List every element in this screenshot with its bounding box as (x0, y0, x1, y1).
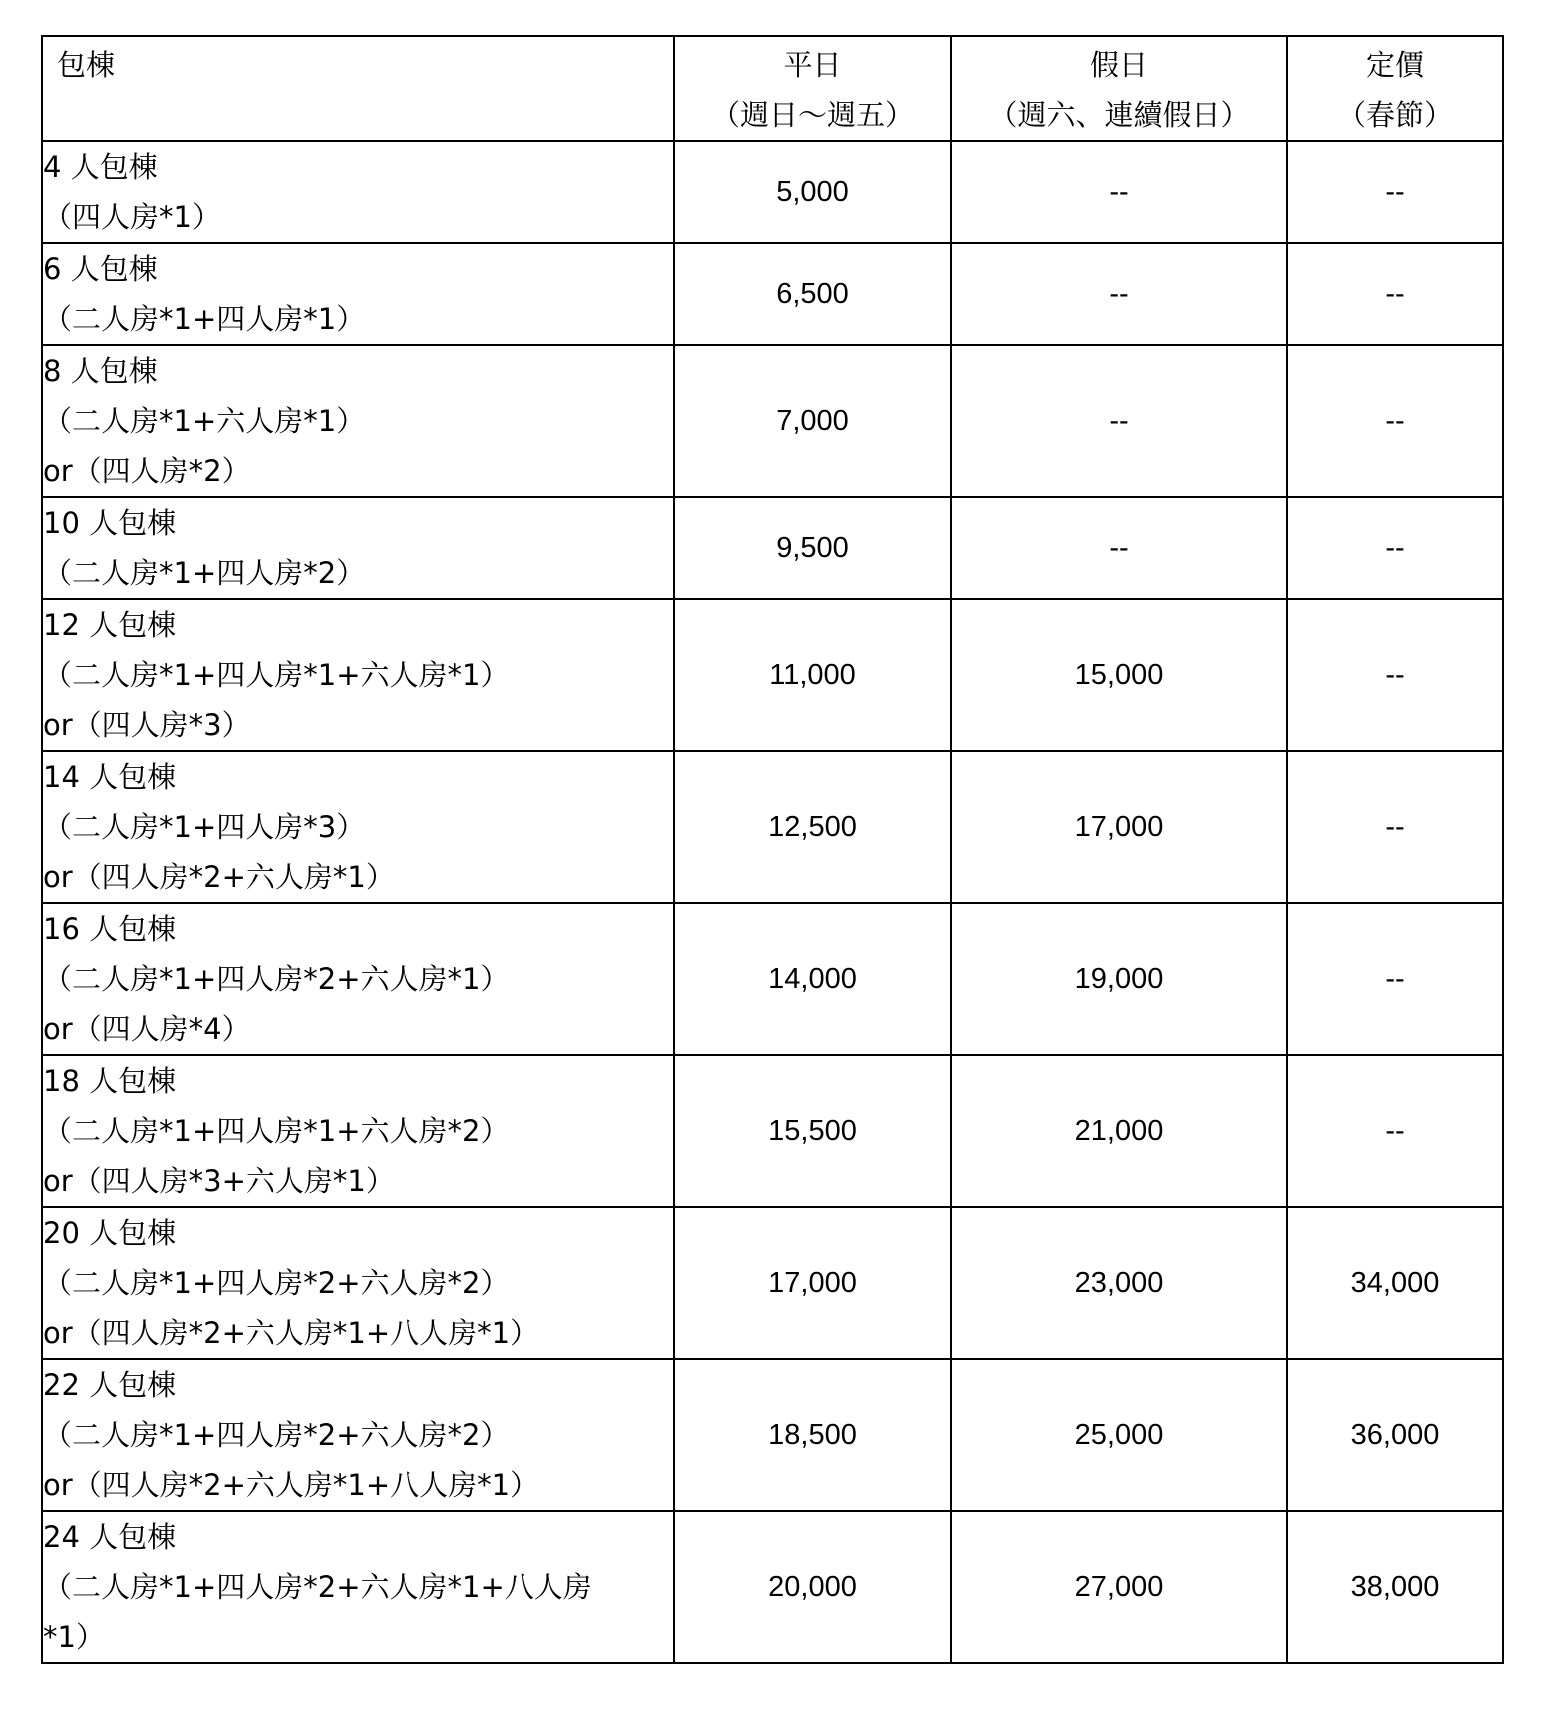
cny-price: -- (1287, 345, 1503, 497)
weekday-price: 14,000 (674, 903, 951, 1055)
rate-table (41, 35, 1504, 1664)
package-option: （二人房*1+四人房*2+六人房*1+八人房 (43, 1570, 592, 1604)
package-option: or（四人房*4） (43, 1012, 251, 1046)
package-option: or（四人房*2） (43, 454, 251, 488)
header-weekend (951, 36, 1287, 141)
package-name: 16 人包棟 (43, 912, 177, 946)
header-cny-sub: （春節） (1336, 98, 1453, 132)
table-row (42, 1055, 1503, 1207)
cny-price: -- (1287, 497, 1503, 599)
package-cell (42, 1207, 674, 1359)
package-name: 14 人包棟 (43, 760, 177, 794)
weekday-price: 20,000 (674, 1511, 951, 1663)
weekday-price: 5,000 (674, 141, 951, 243)
weekend-price: 25,000 (951, 1359, 1287, 1511)
header-weekend-label: 假日 (1089, 48, 1148, 82)
package-cell (42, 345, 674, 497)
weekend-price: -- (951, 497, 1287, 599)
header-row (42, 36, 1503, 141)
package-option: （二人房*1+四人房*3） (43, 810, 366, 844)
package-option: （二人房*1+四人房*2） (43, 556, 366, 590)
package-name: 8 人包棟 (43, 354, 158, 388)
package-name: 24 人包棟 (43, 1520, 177, 1554)
header-package-label: 包棟 (57, 48, 116, 82)
package-option: or（四人房*2+六人房*1+八人房*1） (43, 1316, 540, 1350)
cny-price: 34,000 (1287, 1207, 1503, 1359)
package-name: 4 人包棟 (43, 150, 158, 184)
weekend-price: -- (951, 345, 1287, 497)
package-cell (42, 751, 674, 903)
package-cell (42, 903, 674, 1055)
table-row (42, 1207, 1503, 1359)
package-option: or（四人房*2+六人房*1） (43, 860, 395, 894)
cny-price: -- (1287, 141, 1503, 243)
package-option: （二人房*1+四人房*2+六人房*2） (43, 1418, 510, 1452)
cny-price: -- (1287, 1055, 1503, 1207)
package-cell (42, 497, 674, 599)
weekend-price: 19,000 (951, 903, 1287, 1055)
package-option: （二人房*1+四人房*2+六人房*1） (43, 962, 510, 996)
table-row (42, 141, 1503, 243)
header-cny (1287, 36, 1503, 141)
header-weekend-sub: （週六、連續假日） (988, 98, 1250, 132)
weekday-price: 7,000 (674, 345, 951, 497)
package-option: or（四人房*2+六人房*1+八人房*1） (43, 1468, 540, 1502)
cny-price: -- (1287, 903, 1503, 1055)
header-package (42, 36, 674, 141)
package-option: or（四人房*3） (43, 708, 251, 742)
header-weekday-label: 平日 (783, 48, 842, 82)
weekend-price: -- (951, 141, 1287, 243)
package-option: （二人房*1+四人房*1+六人房*2） (43, 1114, 510, 1148)
header-cny-label: 定價 (1365, 48, 1424, 82)
package-name: 18 人包棟 (43, 1064, 177, 1098)
weekend-price: 27,000 (951, 1511, 1287, 1663)
package-cell (42, 1359, 674, 1511)
table-row (42, 903, 1503, 1055)
table-row (42, 751, 1503, 903)
weekend-price: 17,000 (951, 751, 1287, 903)
table-row (42, 497, 1503, 599)
cny-price: -- (1287, 751, 1503, 903)
cny-price: -- (1287, 599, 1503, 751)
package-name: 12 人包棟 (43, 608, 177, 642)
weekday-price: 17,000 (674, 1207, 951, 1359)
weekday-price: 15,500 (674, 1055, 951, 1207)
package-cell (42, 1055, 674, 1207)
table-row (42, 1511, 1503, 1663)
cny-price: -- (1287, 243, 1503, 345)
weekday-price: 9,500 (674, 497, 951, 599)
weekday-price: 18,500 (674, 1359, 951, 1511)
package-option: （二人房*1+四人房*1） (43, 302, 366, 336)
package-cell (42, 141, 674, 243)
package-option: or（四人房*3+六人房*1） (43, 1164, 395, 1198)
weekend-price: -- (951, 243, 1287, 345)
package-name: 22 人包棟 (43, 1368, 177, 1402)
package-name: 10 人包棟 (43, 506, 177, 540)
package-option: （二人房*1+四人房*2+六人房*2） (43, 1266, 510, 1300)
weekend-price: 21,000 (951, 1055, 1287, 1207)
package-name: 6 人包棟 (43, 252, 158, 286)
table-row (42, 243, 1503, 345)
package-cell (42, 599, 674, 751)
package-option: （四人房*1） (43, 200, 221, 234)
header-weekday (674, 36, 951, 141)
table-row (42, 599, 1503, 751)
weekend-price: 15,000 (951, 599, 1287, 751)
weekday-price: 11,000 (674, 599, 951, 751)
weekend-price: 23,000 (951, 1207, 1287, 1359)
package-name: 20 人包棟 (43, 1216, 177, 1250)
table-row (42, 1359, 1503, 1511)
package-cell (42, 1511, 674, 1663)
header-weekday-sub: （週日～週五） (710, 98, 914, 132)
weekday-price: 12,500 (674, 751, 951, 903)
cny-price: 38,000 (1287, 1511, 1503, 1663)
package-cell (42, 243, 674, 345)
package-option: （二人房*1+六人房*1） (43, 404, 366, 438)
package-option: *1） (43, 1620, 105, 1654)
cny-price: 36,000 (1287, 1359, 1503, 1511)
weekday-price: 6,500 (674, 243, 951, 345)
package-option: （二人房*1+四人房*1+六人房*1） (43, 658, 510, 692)
table-row (42, 345, 1503, 497)
